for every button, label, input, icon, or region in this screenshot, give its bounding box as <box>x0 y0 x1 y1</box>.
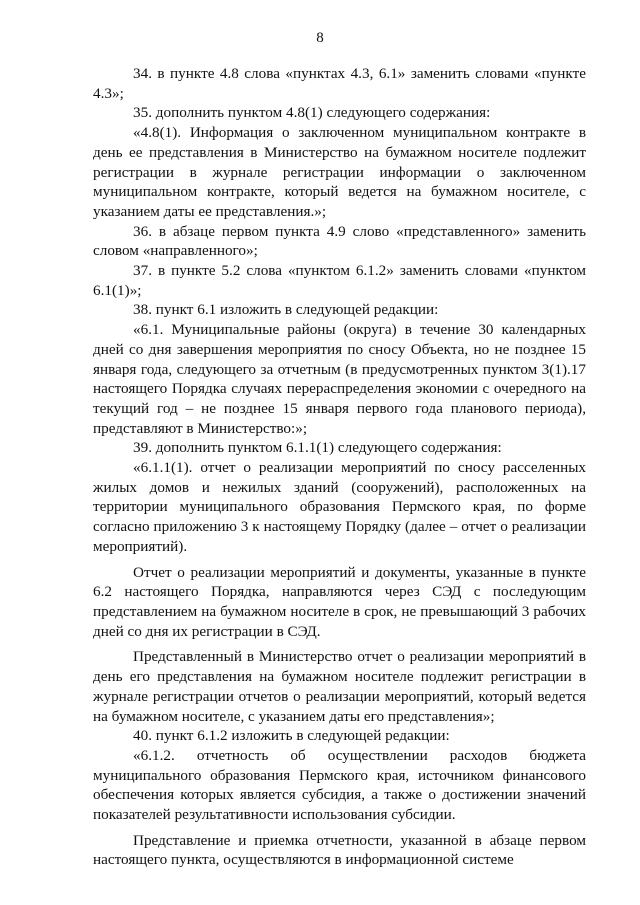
paragraph-report-submission: Отчет о реализации мероприятий и документы, указанные в пункте 6.2 настоящего Порядка, направляются через СЭД с последующим представлением на бумажном носителе в срок, не превышающий 3 рабочих дней со дня их регистрации в СЭД. <box>93 563 586 640</box>
page-number: 8 <box>316 30 324 46</box>
paragraph-item-34: 34. в пункте 4.8 слова «пунктах 4.3, 6.1» заменить словами «пункте 4.3»; <box>93 65 586 102</box>
paragraph-quote-4-8-1: «4.8(1). Информация о заключенном муниципальном контракте в день ее представления в Министерство на бумажном носителе подлежит регистрации в журнале регистрации информации о заключенном муниципальном контракте, который ведется на бумажном носителе, с указанием даты ее представления.»; <box>93 124 586 220</box>
paragraph-item-37: 37. в пункте 5.2 слова «пунктом 6.1.2» заменить словами «пунктом 6.1(1)»; <box>93 262 586 299</box>
paragraph-item-40: 40. пункт 6.1.2 изложить в следующей редакции: <box>133 727 450 745</box>
paragraph-item-36: 36. в абзаце первом пункта 4.9 слово «представленного» заменить словом «направленного»; <box>93 222 586 260</box>
paragraph-item-39: 39. дополнить пунктом 6.1.1(1) следующего содержания: <box>133 439 502 457</box>
document-body <box>93 64 586 870</box>
paragraph-quote-6-1-1-1: «6.1.1(1). отчет о реализации мероприятий по сносу расселенных жилых домов и нежилых зданий (сооружений), расположенных на территории муниципального образования Пермского края, по форме согласно приложению 3 к настоящему Порядку (далее – отчет о реализации мероприятий). <box>93 459 586 555</box>
paragraph-reporting-acceptance: Представление и приемка отчетности, указанной в абзаце первом настоящего пункта, осуществляются в информационной системе <box>93 831 586 869</box>
paragraph-quote-6-1: «6.1. Муниципальные районы (округа) в течение 30 календарных дней со дня завершения мероприятия по сносу Объекта, но не позднее 15 января года, следующего за отчетным (в предусмотренных пунктом 3(1).17 настоящего Порядка случаях перераспределения экономии с очередного на текущий год – не позднее 15 января первого года планового периода), представляют в Министерство:»; <box>93 321 586 437</box>
paragraph-quote-6-1-2: «6.1.2. отчетность об осуществлении расходов бюджета муниципального образования Пермского края, источником финансового обеспечения которых является субсидия, а также о достижении значений показателей результативности использования субсидии. <box>93 746 586 824</box>
paragraph-report-registration: Представленный в Министерство отчет о реализации мероприятий в день его представления на бумажном носителе подлежит регистрации в журнале регистрации отчетов о реализации мероприятий, который ведется на бумажном носителе, с указанием даты его представления»; <box>93 648 586 725</box>
paragraph-item-35: 35. дополнить пунктом 4.8(1) следующего содержания: <box>133 104 491 122</box>
paragraph-item-38: 38. пункт 6.1 изложить в следующей редакции: <box>133 301 439 319</box>
